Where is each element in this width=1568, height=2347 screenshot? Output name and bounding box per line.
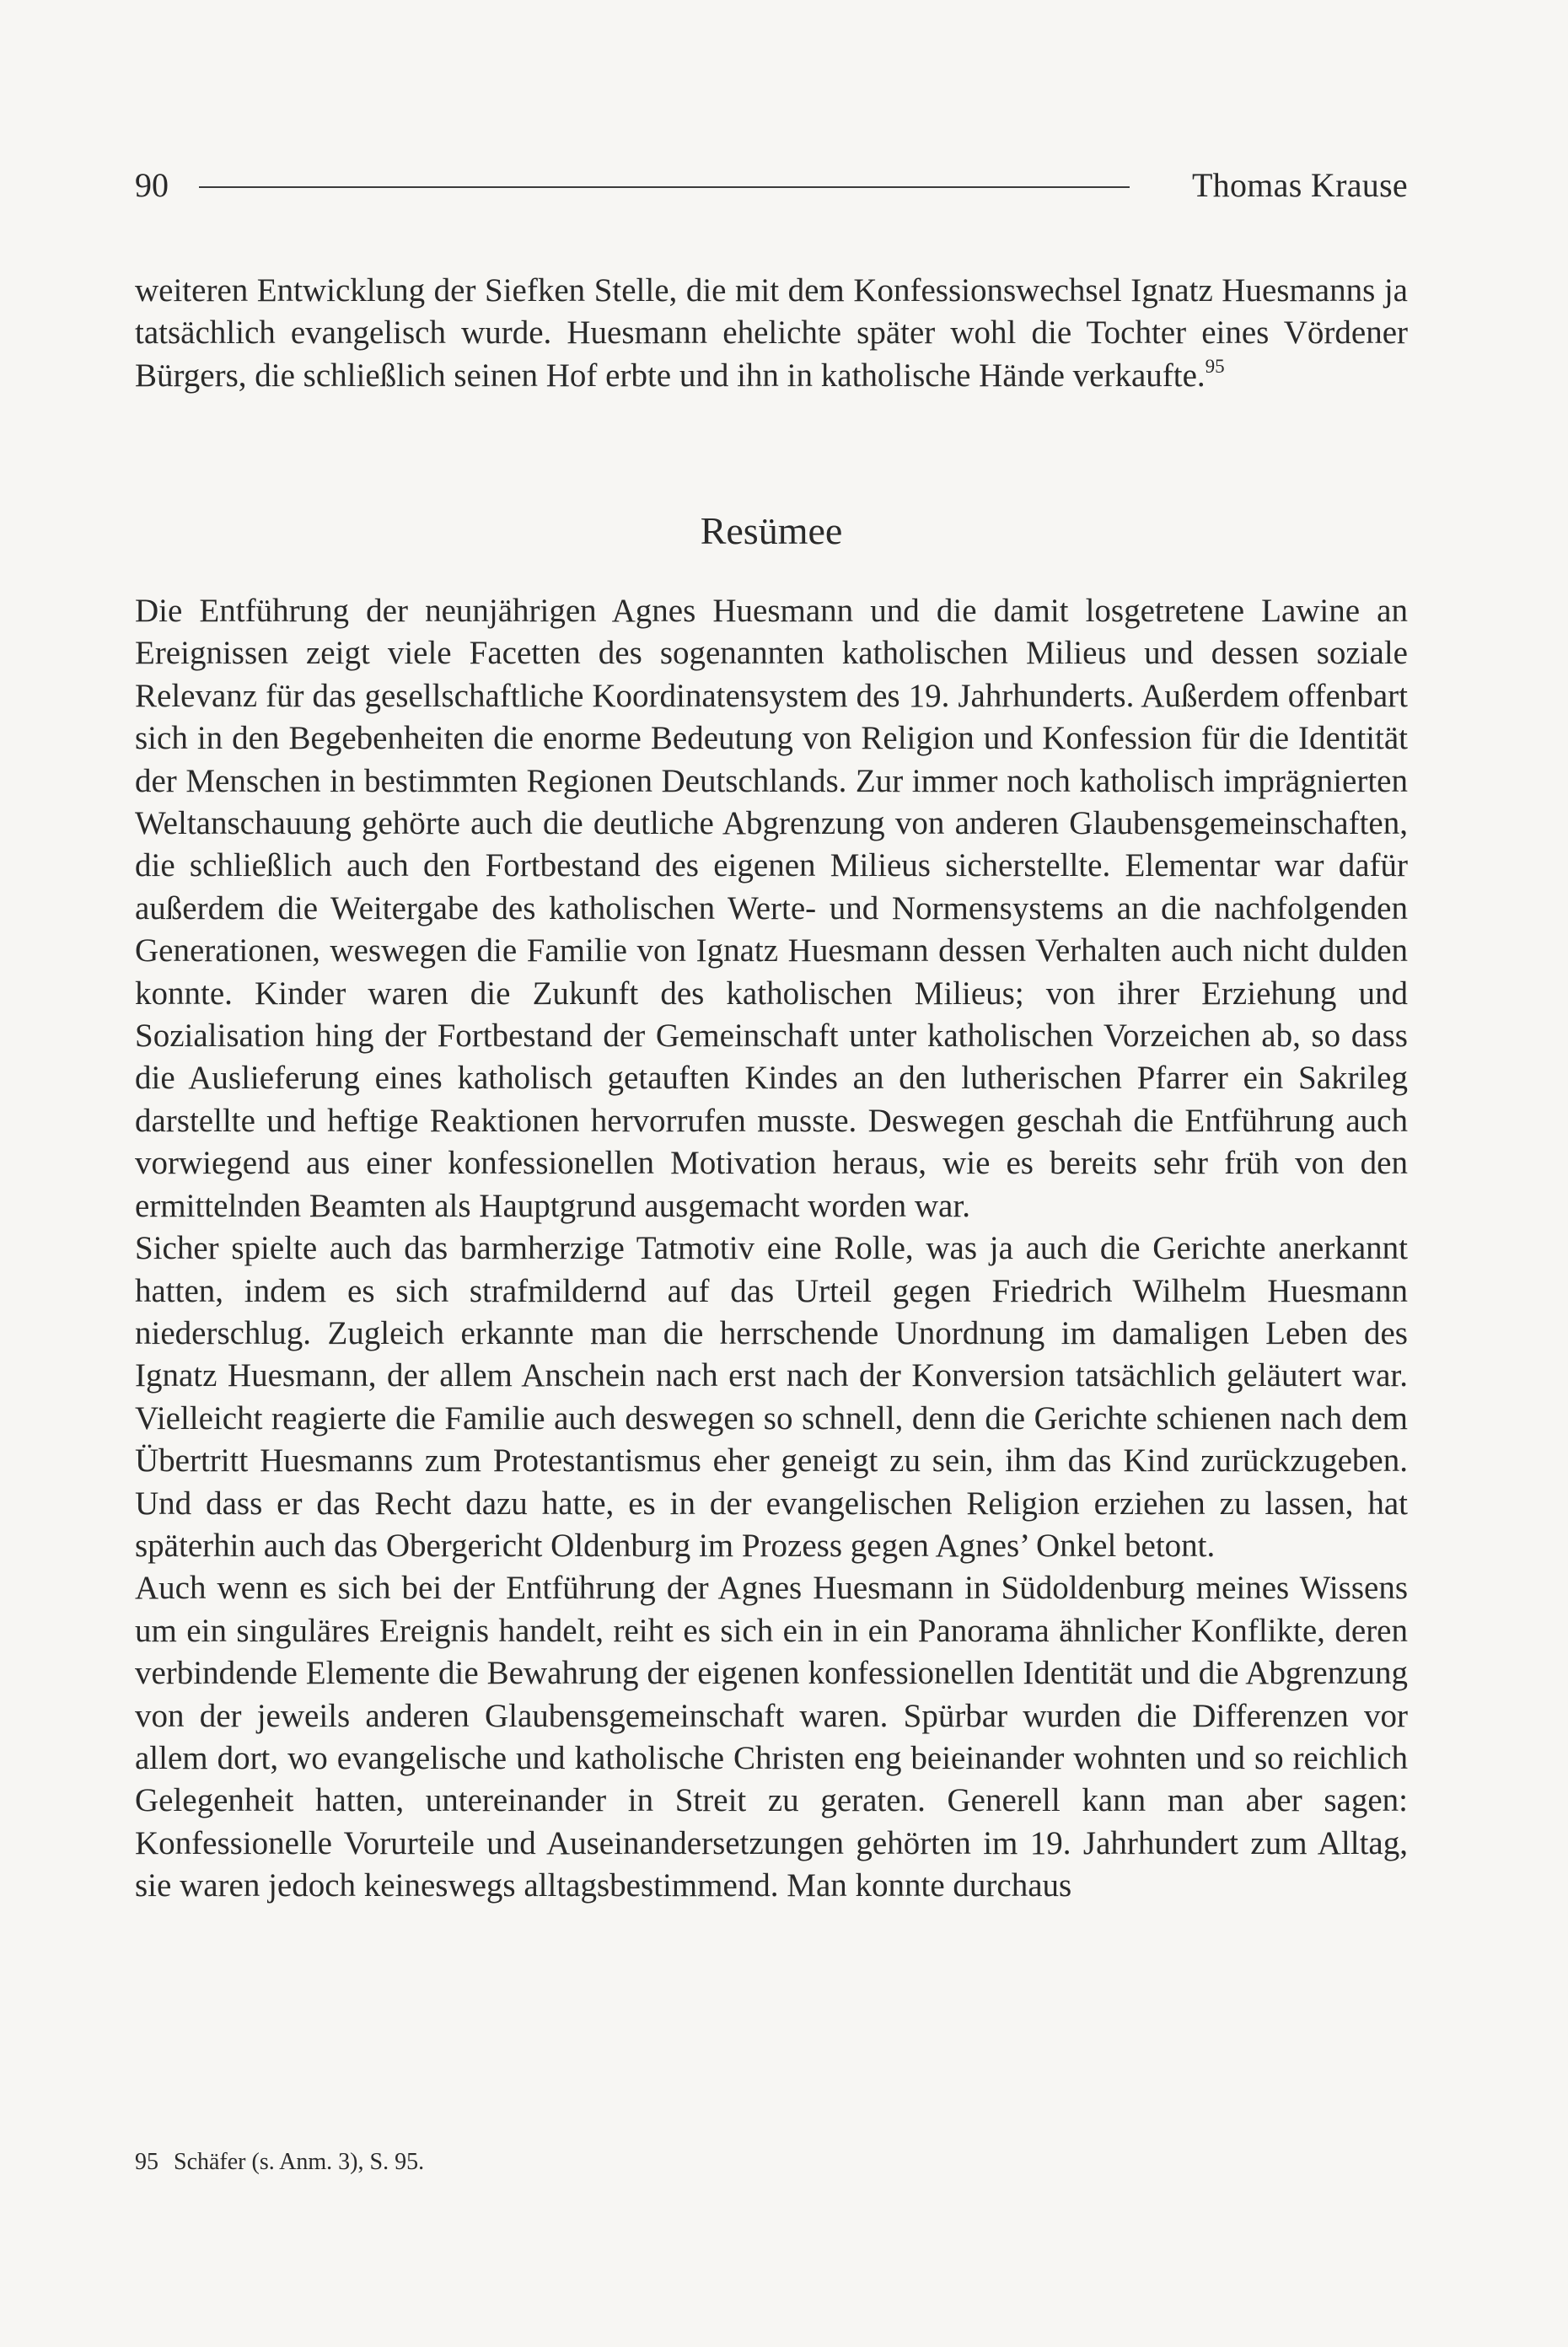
footnote-reference: 95 <box>1205 355 1225 377</box>
paragraph-2: Sicher spielte auch das barmherzige Tatmotiv eine Rolle, was ja auch die Gerichte anerkannt hatten, indem es sich strafmildernd auf das Urteil gegen Friedrich Wilhelm Huesmann niederschlug. Zugleich erkannte man die herrschende Unordnung im damaligen Leben des Ignatz Huesmann, der allem Anschein nach erst nach der Konversion tatsächlich geläutert war. Vielleicht reagierte die Familie auch deswegen so schnell, denn die Gerichte schienen nach dem Übertritt Huesmanns zum Protestantismus eher geneigt zu sein, ihm das Kind zurückzugeben. Und dass er das Recht dazu hatte, es in der evangelischen Religion erziehen zu lassen, hat späterhin auch das Obergericht Oldenburg im Prozess gegen Agnes’ Onkel betont. <box>135 1230 1408 1564</box>
section-body <box>135 590 1408 1908</box>
footnote-number: 95 <box>135 2149 158 2175</box>
page-number: 90 <box>135 166 169 204</box>
intro-paragraph <box>135 270 1408 397</box>
section-heading: Resümee <box>700 509 843 552</box>
paragraph-1: Die Entführung der neunjährigen Agnes Huesmann und die damit losgetretene Lawine an Ereignissen zeigt viele Facetten des sogenannten katholischen Milieus und dessen soziale Relevanz für das gesellschaftliche Koordinatensystem des 19. Jahrhunderts. Außerdem offenbart sich in den Begebenheiten die enorme Bedeutung von Religion und Konfession für die Identität der Menschen in bestimmten Regionen Deutschlands. Zur immer noch katholisch imprägnierten Weltanschauung gehörte auch die deutliche Abgrenzung von anderen Glaubensgemeinschaften, die schließlich auch den Fortbestand des eigenen Milieus sicherstellte. Elementar war dafür außerdem die Weitergabe des katholischen Werte- und Normensystems an die nachfolgenden Generationen, weswegen die Familie von Ignatz Huesmann dessen Verhalten auch nicht dulden konnte. Kinder waren die Zukunft des katholischen Milieus; von ihrer Erziehung und Sozialisation hing der Fortbestand der Gemeinschaft unter katholischen Vorzeichen ab, so dass die Auslieferung eines katholisch getauften Kindes an den lutherischen Pfarrer ein Sakrileg darstellte und heftige Reaktionen hervorrufen musste. Deswegen geschah die Entführung auch vorwiegend aus einer konfessionellen Motivation heraus, wie es bereits sehr früh von den ermittelnden Beamten als Hauptgrund ausgemacht worden war. <box>135 593 1408 1224</box>
running-head-author: Thomas Krause <box>1191 166 1408 204</box>
intro-text: weiteren Entwicklung der Siefken Stelle, die mit dem Konfessionswechsel Ignatz Huesmanns ja tatsächlich evangelisch wurde. Huesmann ehelichte später wohl die Tochter eines Vördener Bürgers, die schließlich seinen Hof erbte und ihn in katholische Hände verkaufte. <box>135 272 1408 394</box>
footnote-text: Schäfer (s. Anm. 3), S. 95. <box>174 2149 425 2175</box>
paragraph-3: Auch wenn es sich bei der Entführung der Agnes Huesmann in Südoldenburg meines Wissens um ein singuläres Ereignis handelt, reiht es sich ein in ein Panorama ähnlicher Konflikte, deren verbindende Elemente die Bewahrung der eigenen konfessionellen Identität und die Abgrenzung von der jeweils anderen Glaubensgemeinschaft waren. Spürbar wurden die Differenzen vor allem dort, wo evangelische und katholische Christen eng beieinander wohnten und so reichlich Gelegenheit hatten, untereinander in Streit zu geraten. Generell kann man aber sagen: Konfessionelle Vorurteile und Auseinandersetzungen gehörten im 19. Jahrhundert zum Alltag, sie waren jedoch keineswegs alltagsbestimmend. Man konnte durchaus <box>135 1570 1408 1904</box>
footnote <box>135 2146 1408 2179</box>
page-header <box>135 162 1408 209</box>
header-rule <box>199 186 1130 188</box>
